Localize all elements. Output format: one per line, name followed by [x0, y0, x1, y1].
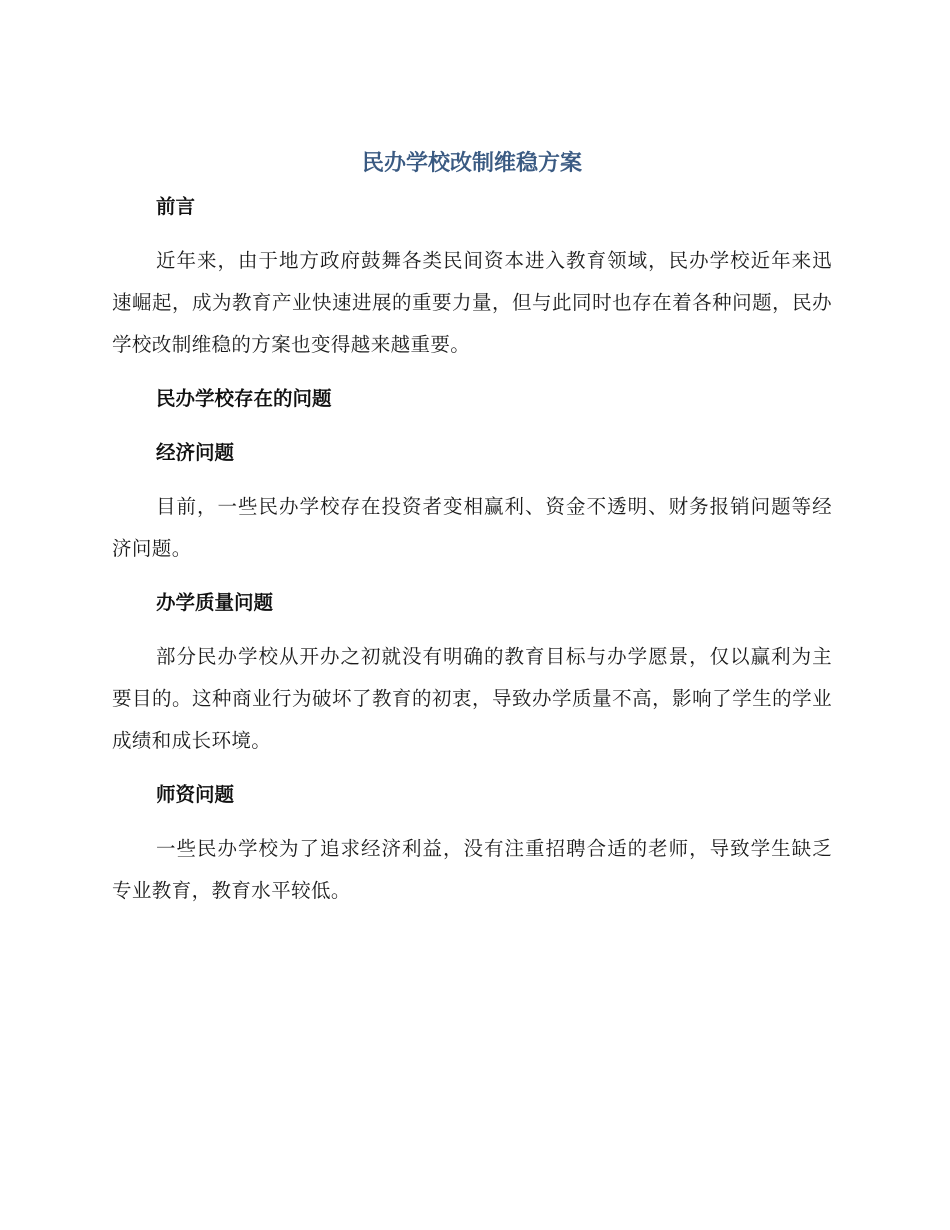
heading-economic: 经济问题: [156, 441, 235, 464]
heading-quality: 办学质量问题: [156, 591, 274, 614]
spacer: [112, 228, 832, 240]
paragraph-quality: 部分民办学校从开办之初就没有明确的教育目标与办学愿景，仅以赢利为主要目的。这种商业行为破坏了教育的初衷，导致办学质量不高，影响了学生的学业成绩和成长环境。: [112, 645, 832, 752]
spacer: [112, 816, 832, 828]
spacer: [112, 624, 832, 636]
paragraph-teacher: 一些民办学校为了追求经济利益，没有注重招聘合适的老师，导致学生缺乏专业教育，教育水平较低。: [112, 837, 832, 902]
document-page: [112, 142, 832, 912]
heading-preface: 前言: [156, 195, 196, 218]
spacer: [112, 420, 832, 432]
heading-teacher: 师资问题: [156, 783, 235, 806]
paragraph-preface: 近年来，由于地方政府鼓舞各类民间资本进入教育领域，民办学校近年来迅速崛起，成为教育产业快速进展的重要力量，但与此同时也存在着各种问题，民办学校改制维稳的方案也变得越来越重要。: [112, 249, 832, 356]
spacer: [112, 762, 832, 774]
paragraph-economic: 目前，一些民办学校存在投资者变相赢利、资金不透明、财务报销问题等经济问题。: [112, 495, 832, 560]
heading-problems: 民办学校存在的问题: [156, 387, 332, 410]
spacer: [112, 474, 832, 486]
document-title: 民办学校改制维稳方案: [361, 151, 582, 176]
spacer: [112, 570, 832, 582]
spacer: [112, 366, 832, 378]
